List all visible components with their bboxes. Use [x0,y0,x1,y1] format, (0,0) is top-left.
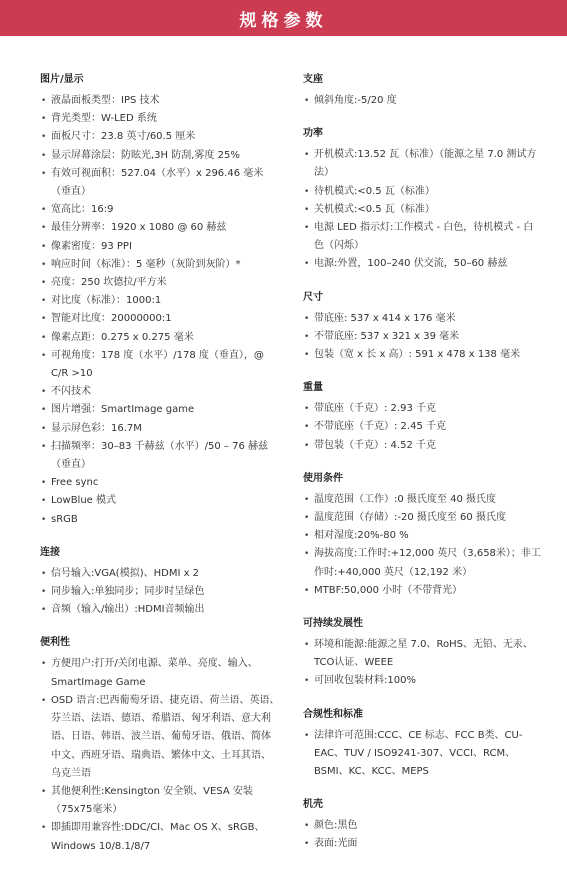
spec-item: • 倾斜角度:-5/20 度 [303,92,543,110]
section-title: 尺寸 [303,291,323,303]
spec-section [303,290,543,365]
spec-item: • 海拔高度:工作时:+12,000 英尺（3,658米）；非工作时:+40,000 英尺（12,192 米） [303,545,543,581]
spec-item: • 包装（宽 x 长 x 高）: 591 x 478 x 138 毫米 [303,346,543,364]
spec-item: • 有效可视面积：527.04（水平）x 296.46 毫米（垂直） [40,165,280,201]
spec-item: • 智能对比度：20000000:1 [40,310,280,328]
spec-item: • 温度范围（存储）:-20 摄氏度至 60 摄氏度 [303,509,543,527]
spec-list [303,491,543,600]
spec-item: • 不闪技术 [40,383,280,401]
spec-list [303,400,543,455]
left-column [40,72,280,872]
spec-item: • 可视角度：178 度（水平）/178 度（垂直），@ C/R >10 [40,347,280,383]
spec-item: • 带包装（千克）: 4.52 千克 [303,437,543,455]
spec-item: • OSD 语言:巴西葡萄牙语、捷克语、荷兰语、英语、芬兰语、法语、德语、希腊语、匈牙利语、意大利语、日语、韩语、波兰语、葡萄牙语、俄语、简体中文、西班牙语、瑞典语、繁体中文、土耳其语、乌克兰语 [40,692,280,783]
spec-item: • 像素点距：0.275 x 0.275 毫米 [40,329,280,347]
section-title: 便利性 [40,637,70,649]
section-title: 可持续发展性 [303,618,363,630]
section-title: 重量 [303,382,323,394]
spec-item: • 不带底座（千克）: 2.45 千克 [303,418,543,436]
spec-section [303,471,543,600]
spec-item: • 环境和能源:能源之星 7.0、RoHS、无铅、无汞、TCO认证、WEEE [303,636,543,672]
spec-list [303,146,543,273]
spec-list [303,817,543,853]
spec-section [303,797,543,853]
spec-item: • 扫描频率：30–83 千赫兹（水平）/50 – 76 赫兹（垂直） [40,438,280,474]
spec-section [303,707,543,782]
spec-section [303,616,543,691]
spec-item: • 背光类型：W-LED 系统 [40,110,280,128]
spec-item: • 不带底座: 537 x 321 x 39 毫米 [303,328,543,346]
right-column [303,72,543,870]
spec-item: • 电源:外置，100–240 伏交流，50–60 赫兹 [303,255,543,273]
spec-section [303,380,543,455]
spec-item: • 表面:光面 [303,835,543,853]
spec-item: • 液晶面板类型：IPS 技术 [40,92,280,110]
spec-list [303,636,543,691]
spec-item: • 带底座（千克）: 2.93 千克 [303,400,543,418]
spec-item: • 图片增强：SmartImage game [40,401,280,419]
page-title: 规格参数 [239,10,328,31]
spec-item: • MTBF:50,000 小时（不带背光） [303,582,543,600]
spec-section [40,545,280,620]
spec-item: • 关机模式:<0.5 瓦（标准） [303,201,543,219]
spec-list [40,565,280,620]
spec-item: • 相对湿度:20%-80 % [303,527,543,545]
spec-section [303,126,543,273]
spec-item: • 像素密度：93 PPI [40,238,280,256]
spec-item: • 显示屏色彩：16.7M [40,420,280,438]
section-title: 功率 [303,128,323,140]
spec-list [303,92,543,110]
spec-item: • 亮度：250 坎德拉/平方米 [40,274,280,292]
spec-item: • 法律许可范围:CCC、CE 标志、FCC B类、CU-EAC、TUV / ISO9241-307、VCCI、RCM、BSMI、KC、KCC、MEPS [303,727,543,782]
spec-item: • 即插即用兼容性:DDC/CI、Mac OS X、sRGB、Windows 10/8.1/8/7 [40,819,280,855]
section-title: 连接 [40,546,60,558]
spec-item: • 电源 LED 指示灯:工作模式 - 白色，待机模式 - 白色（闪烁） [303,219,543,255]
spec-item: • 最佳分辨率：1920 x 1080 @ 60 赫兹 [40,219,280,237]
spec-item: • 对比度（标准）：1000:1 [40,292,280,310]
spec-item: • 待机模式:<0.5 瓦（标准） [303,183,543,201]
spec-section [40,72,280,529]
spec-item: • 开机模式:13.52 瓦（标准）（能源之星 7.0 测试方法） [303,146,543,182]
spec-list [40,655,280,855]
spec-item: • Free sync [40,474,280,492]
header-banner [0,0,567,36]
spec-item: • 可回收包装材料:100% [303,672,543,690]
spec-item: • 音频（输入/输出）:HDMI音频输出 [40,601,280,619]
spec-item: • 显示屏幕涂层：防眩光,3H 防刮,雾度 25% [40,147,280,165]
spec-section [303,72,543,110]
spec-list [303,727,543,782]
spec-item: • 颜色:黑色 [303,817,543,835]
spec-item: • 方便用户:打开/关闭电源、菜单、亮度、输入、SmartImage Game [40,655,280,691]
spec-item: • 其他便利性:Kensington 安全锁、VESA 安装（75x75毫米） [40,783,280,819]
spec-item: • 面板尺寸：23.8 英寸/60.5 厘米 [40,128,280,146]
section-title: 图片/显示 [40,74,84,85]
spec-list [40,92,280,529]
spec-item: • 温度范围（工作）:0 摄氏度至 40 摄氏度 [303,491,543,509]
spec-item: • 响应时间（标准）：5 毫秒（灰阶到灰阶）* [40,256,280,274]
spec-item: • 同步输入:单独同步；同步时呈绿色 [40,583,280,601]
spec-section [40,635,280,855]
section-title: 机壳 [303,799,323,811]
spec-list [303,310,543,365]
spec-item: • LowBlue 模式 [40,492,280,510]
spec-item: • 宽高比：16:9 [40,201,280,219]
section-title: 合规性和标准 [303,708,363,720]
spec-item: • 带底座: 537 x 414 x 176 毫米 [303,310,543,328]
section-title: 支座 [303,74,323,85]
spec-item: • sRGB [40,511,280,529]
section-title: 使用条件 [303,472,343,484]
spec-item: • 信号输入:VGA(模拟)、HDMI x 2 [40,565,280,583]
